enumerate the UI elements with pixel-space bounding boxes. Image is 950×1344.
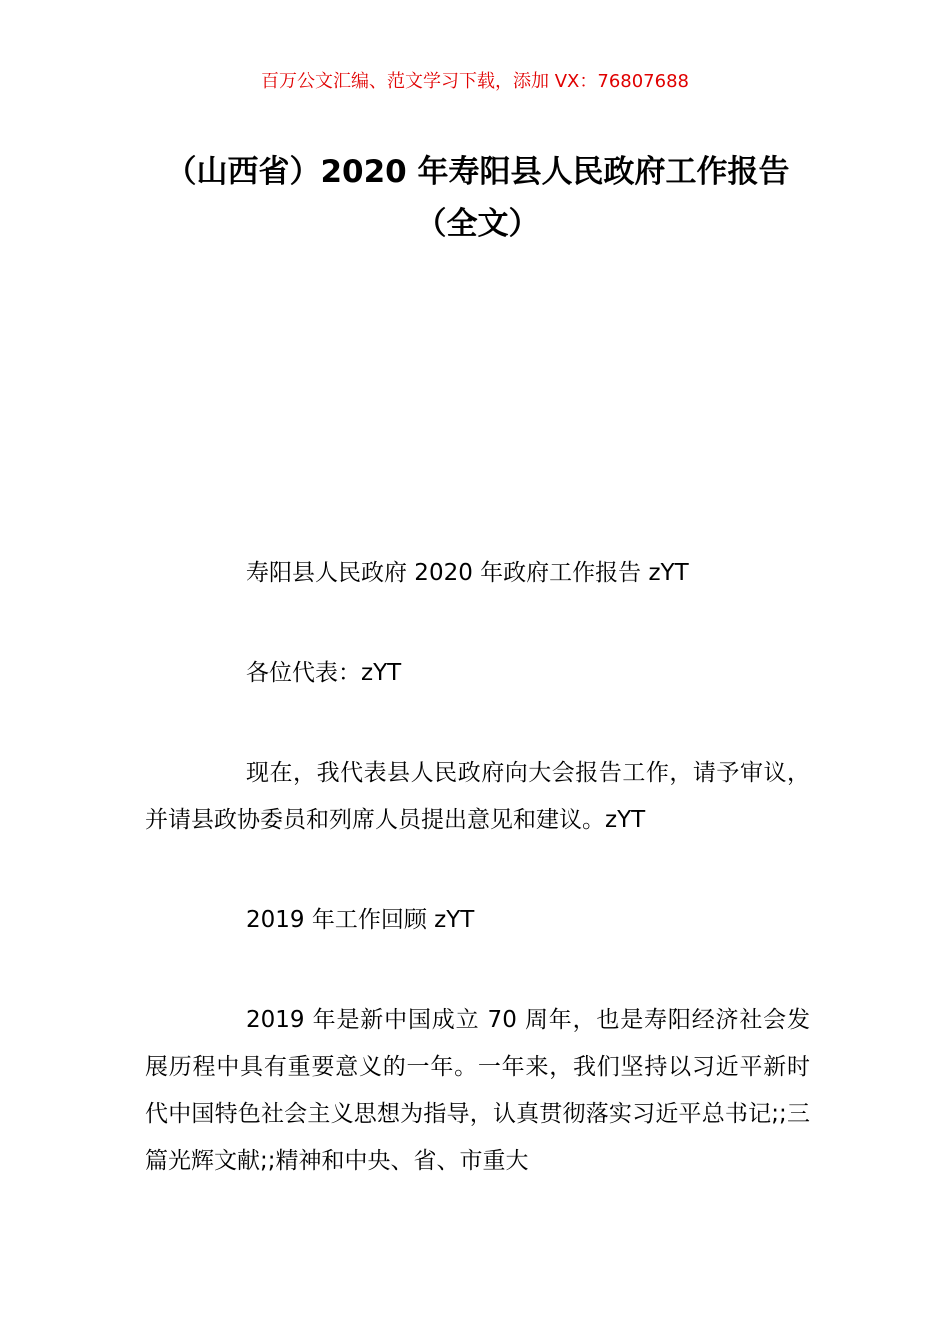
report-heading: 寿阳县人民政府 2020 年政府工作报告 zYT	[246, 560, 689, 586]
section-heading: 2019 年工作回顾 zYT	[246, 907, 475, 933]
header-notice: 百万公文汇编、范文学习下载，添加 VX：76807688	[261, 71, 689, 92]
opening-paragraph: 现在，我代表县人民政府向大会报告工作，请予审议，并请县政协委员和列席人员提出意见和建议。zYT	[145, 760, 810, 833]
document-title: （山西省）2020 年寿阳县人民政府工作报告（全文）	[165, 154, 790, 242]
review-paragraph: 2019 年是新中国成立 70 周年，也是寿阳经济社会发展历程中具有重要意义的一年。一年来，我们坚持以习近平新时代中国特色社会主义思想为指导，认真贯彻落实习近平总书记;;三篇光辉文献;;精神和中央、省、市重大	[145, 1007, 810, 1174]
salutation: 各位代表：zYT	[246, 660, 402, 686]
